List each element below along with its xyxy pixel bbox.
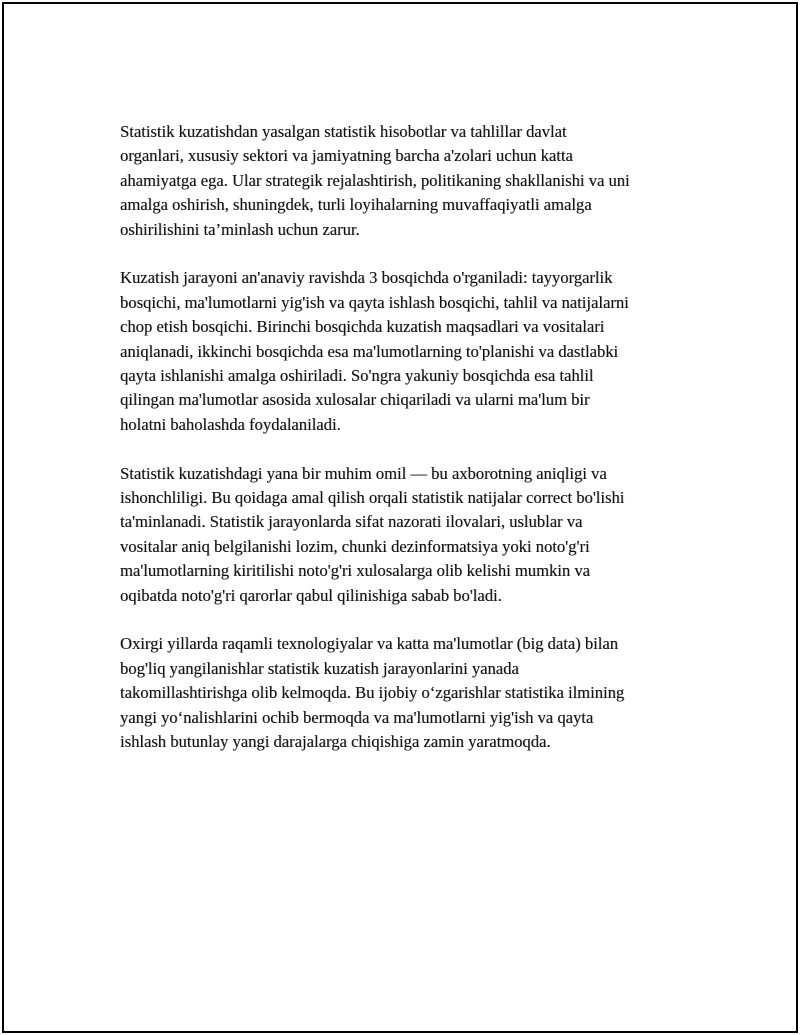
paragraph-1 bbox=[120, 120, 692, 242]
text-line: amalga oshirish, shuningdek, turli loyihalarning muvaffaqiyatli amalga bbox=[120, 195, 592, 215]
text-line: bosqichi, ma'lumotlarni yig'ish va qayta ishlash bosqichi, tahlil va natijalarni bbox=[120, 292, 629, 312]
text-line: qilingan ma'lumotlar asosida xulosalar chiqariladi va ularni ma'lum bir bbox=[120, 390, 590, 410]
text-line: ishlash butunlay yangi darajalarga chiqishiga zamin yaratmoqda. bbox=[120, 732, 551, 752]
text-line: ta'minlanadi. Statistik jarayonlarda sifat nazorati ilovalari, uslublar va bbox=[120, 512, 583, 532]
text-line: Statistik kuzatishdagi yana bir muhim omil — bu axborotning aniqligi va bbox=[120, 463, 607, 483]
text-line: Statistik kuzatishdan yasalgan statistik hisobotlar va tahlillar davlat bbox=[120, 122, 567, 141]
text-line: Oxirgi yillarda raqamli texnologiyalar va katta ma'lumotlar (big data) bilan bbox=[120, 634, 619, 654]
paragraph-3 bbox=[120, 462, 692, 608]
text-line: organlari, xususiy sektori va jamiyatning barcha a'zolari uchun katta bbox=[120, 146, 573, 166]
text-line: chop etish bosqichi. Birinchi bosqichda kuzatish maqsadlari va vositalari bbox=[120, 317, 605, 337]
text-line: vositalar aniq belgilanishi lozim, chunki dezinformatsiya yoki noto'g'ri bbox=[120, 536, 590, 556]
text-line: yangi yo‘nalishlarini ochib bermoqda va ma'lumotlarni yig'ish va qayta bbox=[120, 707, 594, 727]
paragraph-4 bbox=[120, 632, 692, 754]
text-line: takomillashtirishga olib kelmoqda. Bu ijobiy o‘zgarishlar statistika ilmining bbox=[120, 683, 625, 703]
document-page bbox=[2, 2, 798, 1033]
text-line: ma'lumotlarning kiritilishi noto'g'ri xulosalarga olib kelishi mumkin va bbox=[120, 561, 591, 581]
text-line: qayta ishlanishi amalga oshiriladi. So'ngra yakuniy bosqichda esa tahlil bbox=[120, 366, 594, 386]
text-line: ahamiyatga ega. Ular strategik rejalashtirish, politikaning shakllanishi va uni bbox=[120, 170, 630, 190]
text-line: aniqlanadi, ikkinchi bosqichda esa ma'lumotlarning to'planishi va dastlabki bbox=[120, 341, 619, 361]
text-line: oshirilishini ta’minlash uchun zarur. bbox=[120, 219, 360, 239]
text-line: bog'liq yangilanishlar statistik kuzatish jarayonlarini yanada bbox=[120, 658, 519, 678]
text-line: ishonchliligi. Bu qoidaga amal qilish orqali statistik natijalar correct bo'lishi bbox=[120, 488, 625, 508]
paragraph-2 bbox=[120, 266, 692, 437]
text-line: oqibatda noto'g'ri qarorlar qabul qilinishiga sabab bo'ladi. bbox=[120, 585, 502, 605]
document-body bbox=[120, 120, 692, 779]
text-line: Kuzatish jarayoni an'anaviy ravishda 3 bosqichda o'rganiladi: tayyorgarlik bbox=[120, 268, 613, 288]
text-line: holatni baholashda foydalaniladi. bbox=[120, 414, 341, 434]
